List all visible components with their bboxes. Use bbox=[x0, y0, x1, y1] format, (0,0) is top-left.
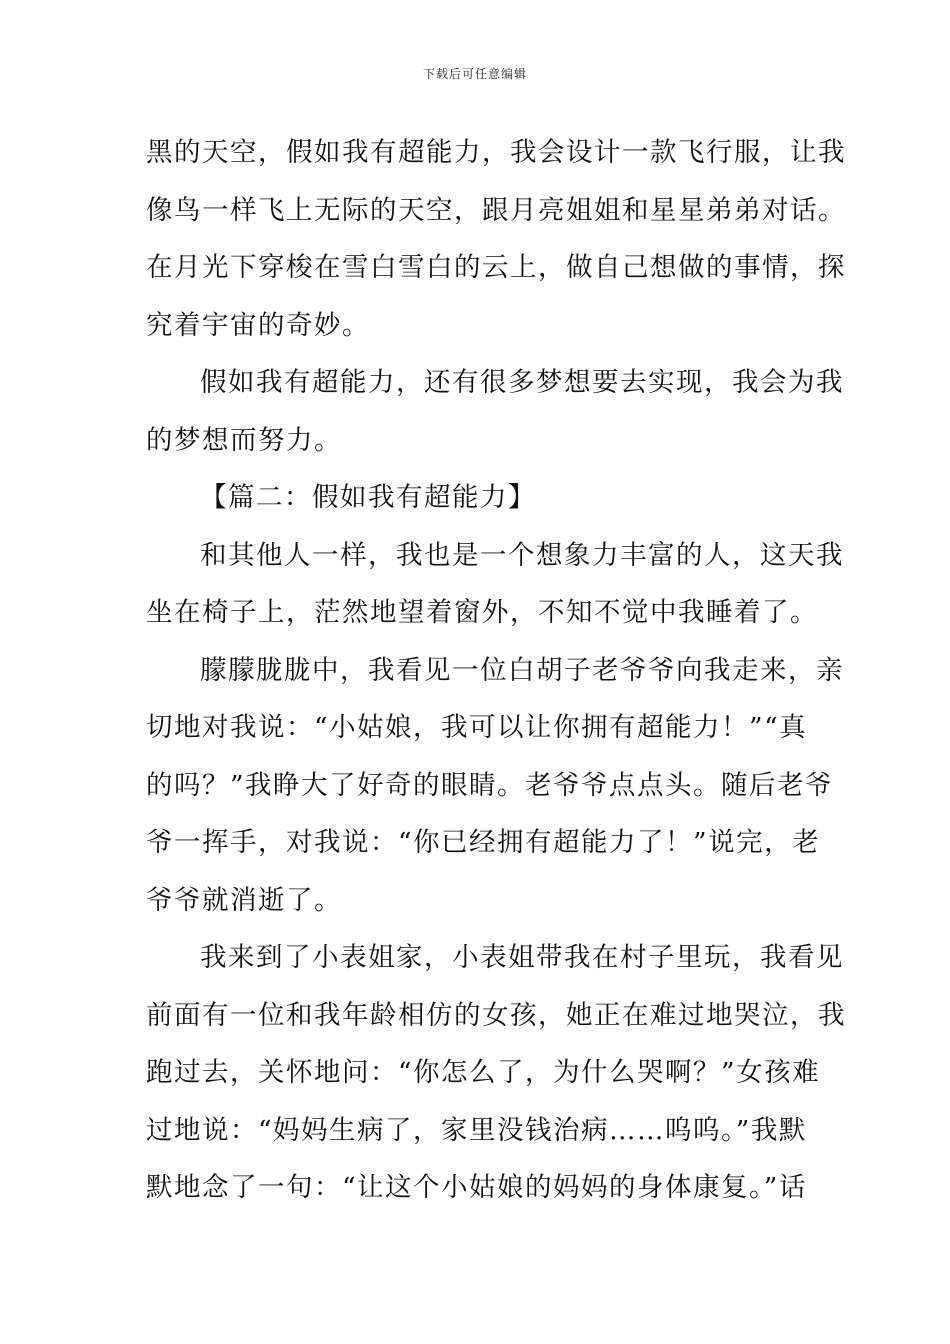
text-line: 过地说：“妈妈生病了，家里没钱治病……呜呜。”我默 bbox=[146, 1114, 807, 1146]
text-line: 假如我有超能力，还有很多梦想要去实现，我会为我 bbox=[200, 367, 844, 398]
text-line: 我来到了小表姐家，小表姐带我在村子里玩，我看见 bbox=[200, 942, 844, 973]
section-heading: 【篇二：假如我有超能力】 bbox=[200, 482, 536, 513]
text-line: 默地念了一句：“让这个小姑娘的妈妈的身体康复。”话 bbox=[146, 1172, 807, 1203]
text-line: 切地对我说：“小姑娘，我可以让你拥有超能力！”“真 bbox=[146, 712, 808, 743]
text-line: 的梦想而努力。 bbox=[146, 424, 342, 456]
page-header: 下载后可任意编辑 bbox=[422, 67, 527, 81]
text-line: 朦朦胧胧中，我看见一位白胡子老爷爷向我走来，亲 bbox=[200, 654, 844, 686]
text-line: 在月光下穿梭在雪白雪白的云上，做自己想做的事情，探 bbox=[146, 252, 846, 283]
text-line: 的吗？”我睁大了好奇的眼睛。老爷爷点点头。随后老爷 bbox=[146, 769, 834, 801]
text-line: 爷一挥手，对我说：“你已经拥有超能力了！”说完，老 bbox=[146, 827, 821, 858]
text-line: 爷爷就消逝了。 bbox=[146, 884, 342, 916]
text-line: 黑的天空，假如我有超能力，我会设计一款飞行服，让我 bbox=[146, 137, 846, 168]
text-line: 究着宇宙的奇妙。 bbox=[146, 309, 370, 341]
text-line: 坐在椅子上，茫然地望着窗外，不知不觉中我睡着了。 bbox=[146, 597, 818, 628]
text-line: 跑过去，关怀地问：“你怎么了，为什么哭啊？”女孩难 bbox=[146, 1057, 821, 1088]
document-body bbox=[146, 124, 846, 1217]
text-line: 像鸟一样飞上无际的天空，跟月亮姐姐和星星弟弟对话。 bbox=[146, 194, 846, 226]
text-line: 前面有一位和我年龄相仿的女孩，她正在难过地哭泣，我 bbox=[146, 999, 846, 1031]
text-line: 和其他人一样，我也是一个想象力丰富的人，这天我 bbox=[200, 539, 844, 571]
